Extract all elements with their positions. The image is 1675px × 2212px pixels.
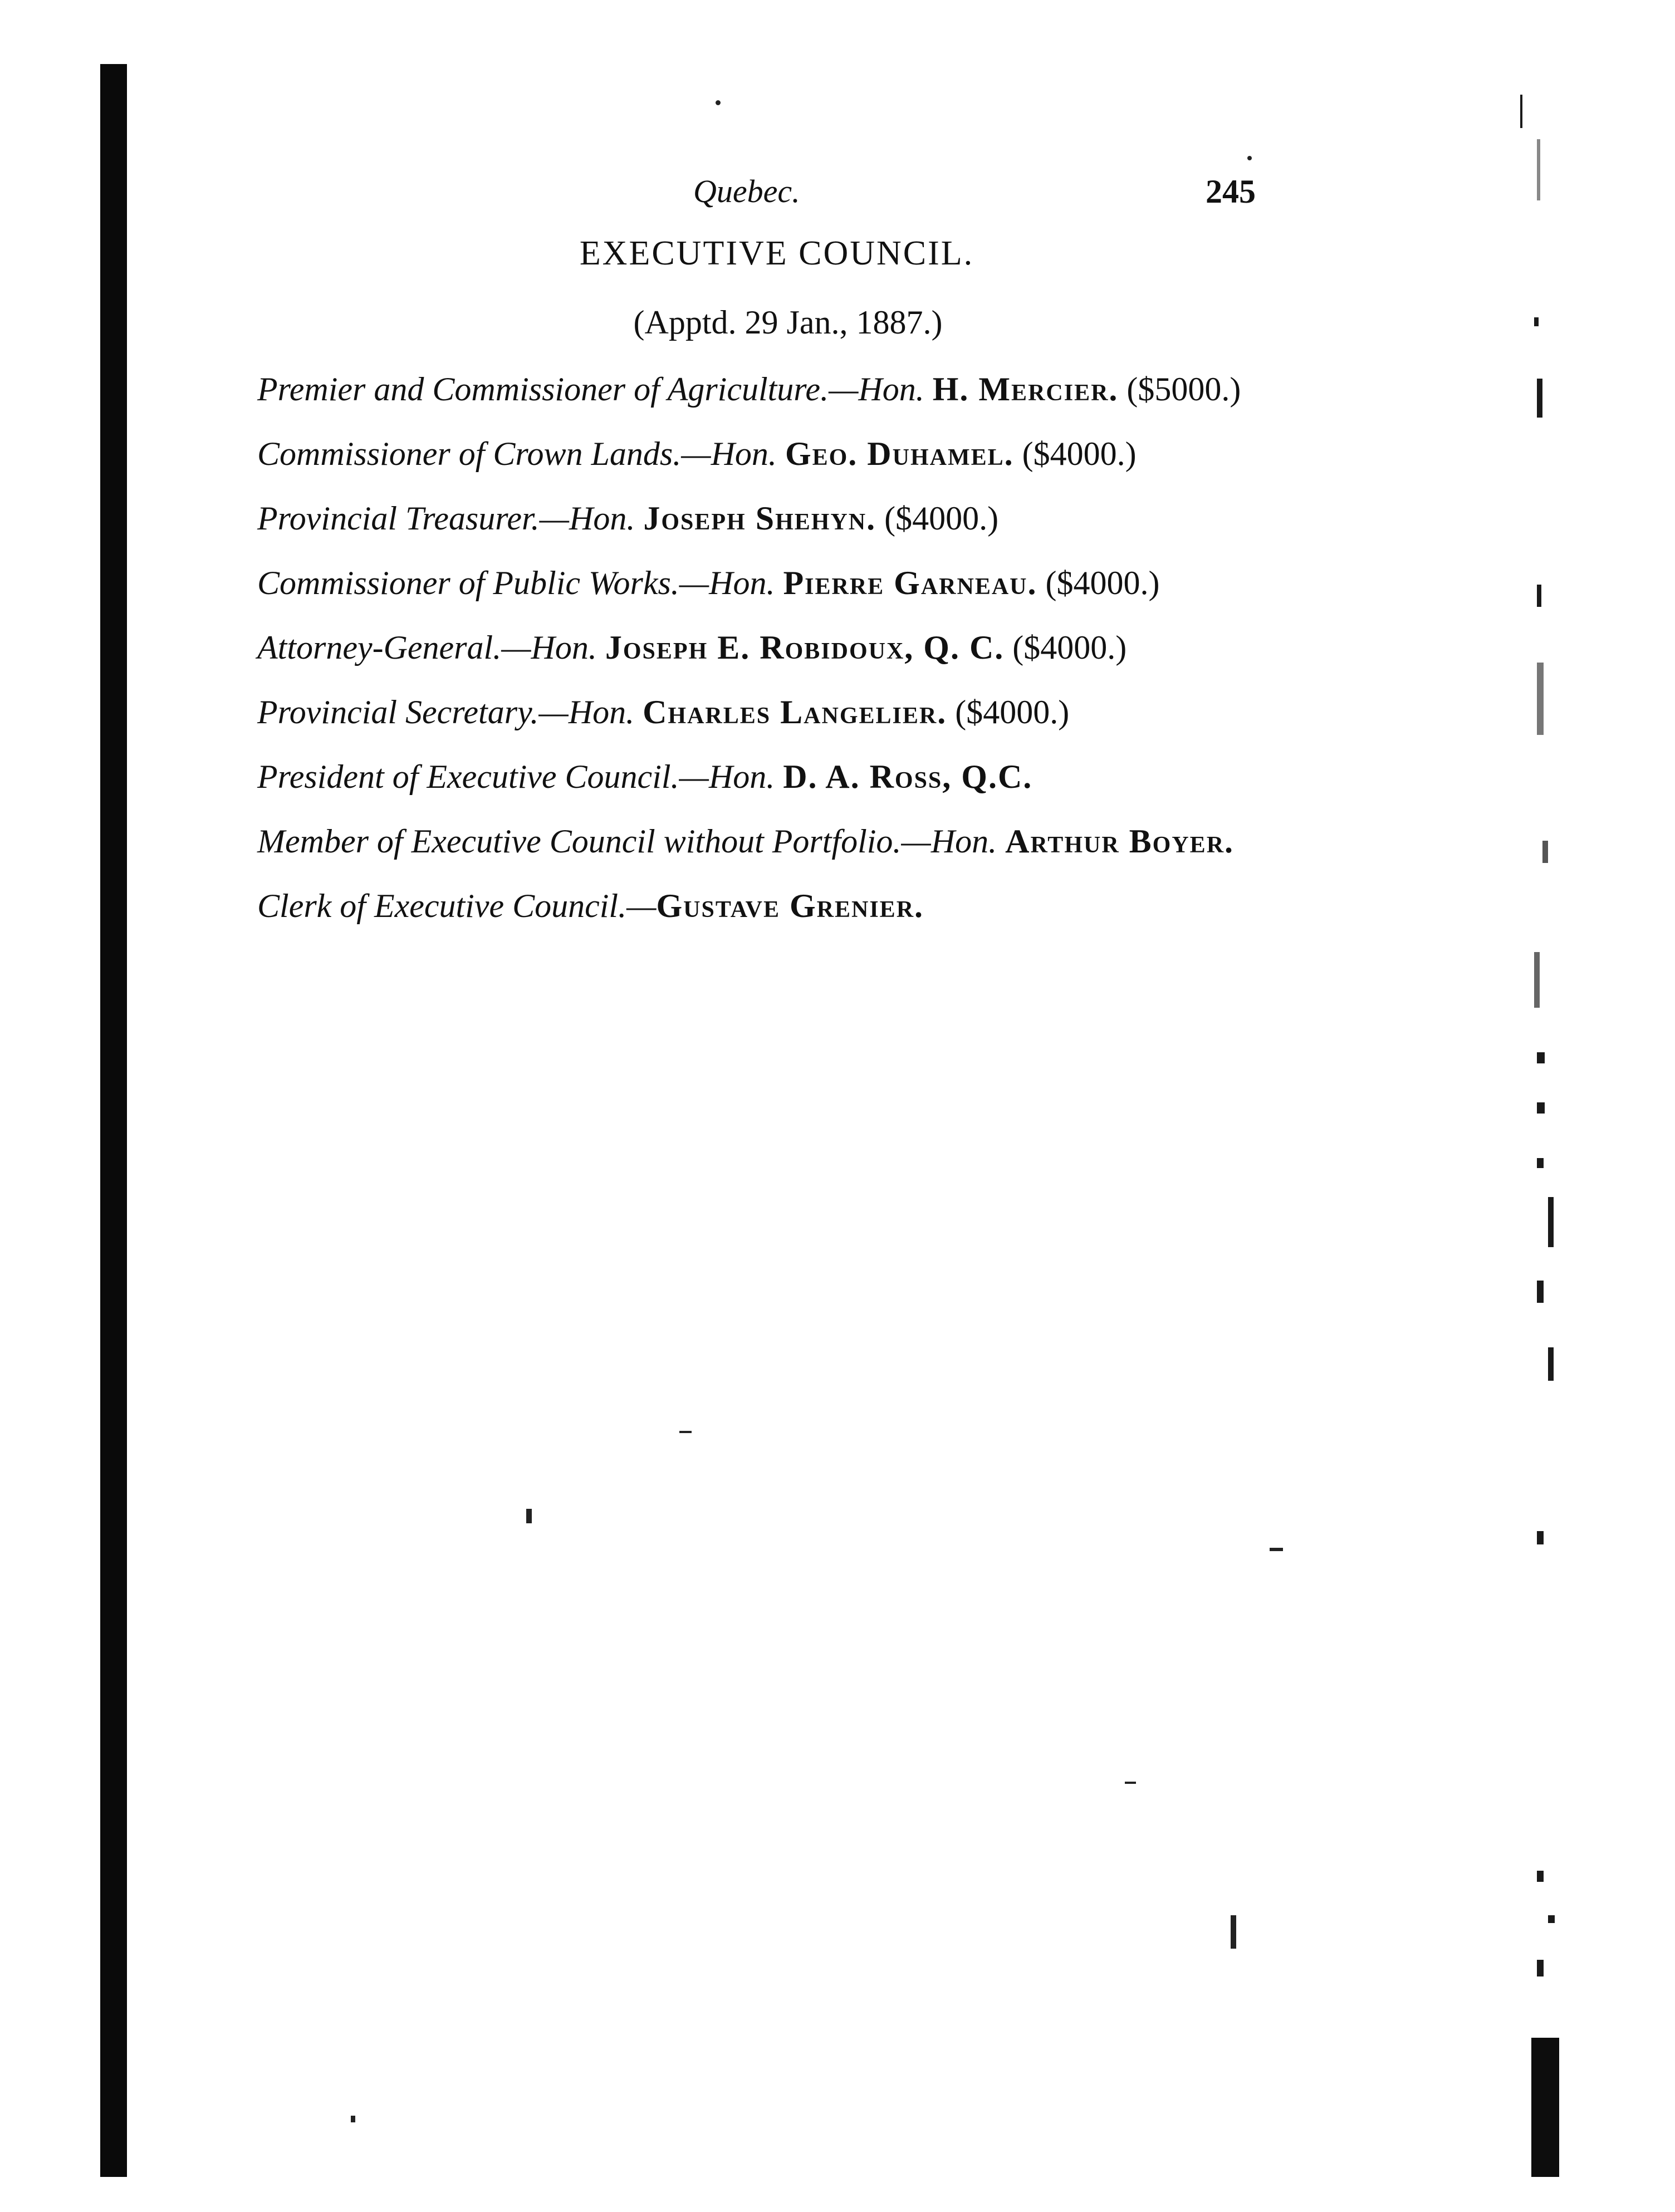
list-item bbox=[257, 887, 1276, 925]
member-name: Joseph E. Robidoux, Q. C. bbox=[605, 629, 1005, 666]
page-number: 245 bbox=[1206, 173, 1256, 210]
salary: ($5000.) bbox=[1127, 371, 1241, 408]
salary: ($4000.) bbox=[955, 694, 1070, 730]
ink-speck bbox=[526, 1509, 532, 1523]
list-item bbox=[257, 499, 1276, 537]
salary: ($4000.) bbox=[1012, 629, 1127, 666]
salary: ($4000.) bbox=[1022, 435, 1137, 472]
office-title: Commissioner of Public Works.—Hon. bbox=[257, 565, 775, 601]
office-title: Premier and Commissioner of Agriculture.—Hon. bbox=[257, 371, 924, 408]
list-item bbox=[257, 629, 1276, 666]
office-title: President of Executive Council.—Hon. bbox=[257, 758, 775, 795]
office-title: Commissioner of Crown Lands.—Hon. bbox=[257, 435, 777, 472]
page-binding-shadow bbox=[100, 64, 127, 2177]
section-heading: EXECUTIVE COUNCIL. bbox=[579, 234, 974, 272]
office-title: Member of Executive Council without Portfolio.—Hon. bbox=[257, 823, 997, 860]
ink-speck bbox=[716, 100, 721, 105]
ink-speck bbox=[1231, 1915, 1236, 1949]
office-title: Provincial Treasurer.—Hon. bbox=[257, 500, 635, 537]
office-title: Attorney-General.—Hon. bbox=[257, 629, 597, 666]
member-name: Geo. Duhamel. bbox=[785, 435, 1014, 472]
ink-speck bbox=[1125, 1782, 1136, 1784]
ink-speck bbox=[351, 2116, 355, 2122]
council-members-list bbox=[257, 370, 1276, 951]
ink-speck bbox=[1247, 156, 1252, 160]
ink-speck bbox=[679, 1431, 692, 1433]
appointment-date: (Apptd. 29 Jan., 1887.) bbox=[633, 304, 943, 341]
office-title: Clerk of Executive Council.— bbox=[257, 887, 657, 924]
salary: ($4000.) bbox=[884, 500, 999, 537]
office-title: Provincial Secretary.—Hon. bbox=[257, 694, 635, 730]
ink-speck bbox=[1270, 1548, 1283, 1551]
member-name: Pierre Garneau. bbox=[783, 565, 1037, 601]
right-edge-bleedthrough bbox=[1481, 84, 1559, 2177]
list-item bbox=[257, 822, 1276, 860]
salary: ($4000.) bbox=[1045, 565, 1160, 601]
list-item bbox=[257, 370, 1276, 408]
member-name: Arthur Boyer. bbox=[1005, 823, 1235, 860]
list-item bbox=[257, 564, 1276, 602]
running-header-title: Quebec. bbox=[693, 173, 800, 209]
list-item bbox=[257, 435, 1276, 473]
list-item bbox=[257, 693, 1276, 731]
member-name: Charles Langelier. bbox=[643, 694, 947, 730]
member-name: H. Mercier. bbox=[932, 371, 1119, 408]
member-name: Joseph Shehyn. bbox=[643, 500, 876, 537]
member-name: Gustave Grenier. bbox=[656, 887, 924, 924]
list-item bbox=[257, 758, 1276, 796]
member-name: D. A. Ross, Q.C. bbox=[783, 758, 1033, 795]
